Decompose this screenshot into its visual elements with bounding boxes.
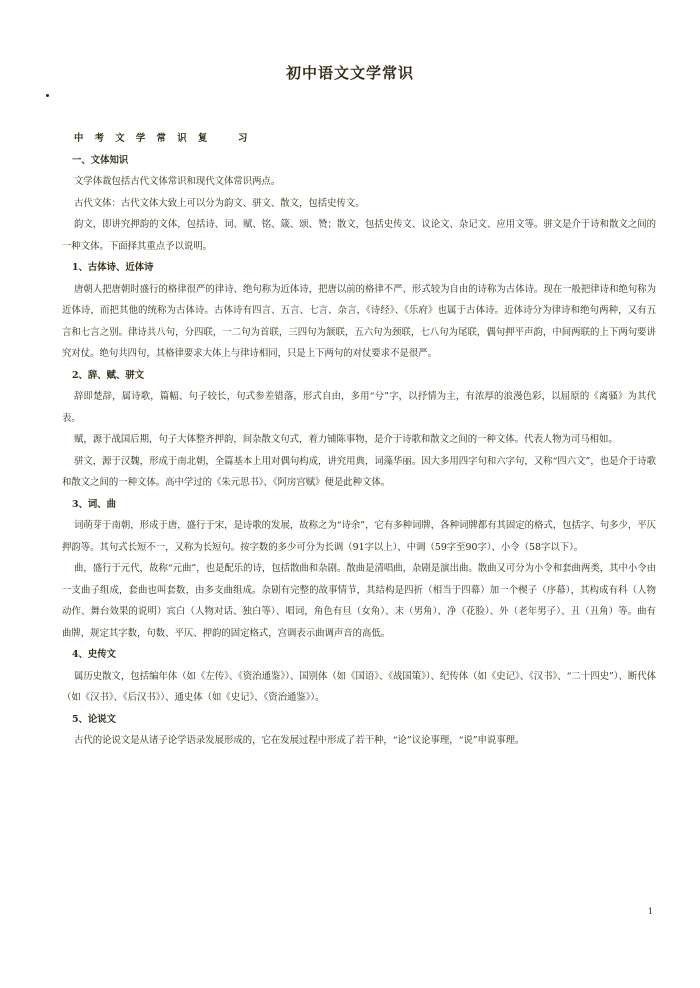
- paragraph: 文学体裁包括古代文体常识和现代文体常识两点。: [74, 176, 281, 187]
- document-body: [62, 128, 656, 752]
- page-number: 1: [648, 907, 654, 916]
- paragraph: 词萌芽于南朝，形成于唐，盛行于宋，是诗歌的发展，故称之为“诗余”，它有多种词牌，各种词牌都有其固定的格式，包括字、句多少，平仄押韵等。其句式长短不一，又称为长短句。按字数的多少可分为长调（91字以上）、中调（59字至90字）、小令（58字以下）。: [62, 520, 656, 553]
- paragraph: 韵文，即讲究押韵的文体，包括诗、词、赋、铭、箴、颂、赞；散文，包括史传文、议论文、杂记文、应用文等。骈文是介于诗和散文之间的一种文体。下面择其重点予以说明。: [62, 219, 656, 252]
- section-heading: 5、论说文: [72, 713, 117, 725]
- bullet-dot: [46, 94, 49, 97]
- page-title: 初中语文文学常识: [285, 64, 414, 82]
- section-heading: 2、辞、赋、骈文: [72, 369, 145, 381]
- section-heading: 1、古体诗、近体诗: [72, 262, 154, 273]
- paragraph: 古代的论说文是从诸子论学语录发展形成的，它在发展过程中形成了若干种，“论”议论事理，“说”申说事理。: [74, 735, 525, 746]
- paragraph: 属历史散文，包括编年体（如《左传》、《资治通鉴》）、国别体（如《国语》、《战国策》）、纪传体（如《史记》、《汉书》、“二十四史”）、断代体（如《汉书》、《后汉书》）、通史体（如《史记》、《资治通鉴》）。: [62, 670, 656, 703]
- paragraph: 骈文，源于汉魏，形成于南北朝，全篇基本上用对偶句构成，讲究用典，词藻华丽。因大多用四字句和六字句，又称“四六文”，也是介于诗歌和散文之间的一种文体。高中学过的《朱元思书》、《阿房宫赋》便是此种文体。: [62, 455, 656, 488]
- section-heading: 一、文体知识: [72, 154, 129, 166]
- section-heading: 4、史传文: [72, 649, 117, 660]
- paragraph: 辞即楚辞，属诗歌，篇幅、句子较长，句式参差错落，形式自由，多用“兮”字，以抒情为主，有浓厚的浪漫色彩，以屈原的《离骚》为其代表。: [62, 391, 656, 424]
- paragraph: 古代文体：古代文体大致上可以分为韵文、骈文、散文，包括史传文。: [74, 197, 365, 209]
- section-subtitle: 中 考 文 学 常 识 复 习: [74, 133, 252, 144]
- paragraph: 赋，源于战国后期，句子大体整齐押韵，间杂散文句式，着力铺陈事物，是介于诗歌和散文之间的一种文体。代表人物为司马相如。: [74, 434, 618, 445]
- paragraph-list: [62, 150, 656, 752]
- section-heading: 3、词、曲: [72, 498, 117, 510]
- paragraph: 曲，盛行于元代，故称“元曲”，也是配乐的诗，包括散曲和杂剧。散曲是清唱曲，杂剧是演出曲。散曲又可分为小令和套曲两类，其中小令由一支曲子组成，套曲也叫套数，由多支曲组成。杂剧有完整的故事情节，其结构是四折（相当于四幕）加一个楔子（序幕），其构成有科（人物动作、舞台效果的说明）宾白（人物对话、独白等）、唱词，角色有旦（女角）、末（男角）、净（花脸）、外（老年男子）、丑（丑角）等。曲有曲牌，规定其字数，句数、平仄、押韵的固定格式，宫调表示曲调声音的高低。: [62, 563, 656, 639]
- paragraph: 唐朝人把唐朝时盛行的格律很严的律诗、绝句称为近体诗，把唐以前的格律不严、形式较为自由的诗称为古体诗。现在一般把律诗和绝句称为近体诗，而把其他的统称为古体诗。古体诗有四言、五言、七言、杂言，《诗经》、《乐府》也属于古体诗。近体诗分为律诗和绝句两种，又有五言和七言之别。律诗共八句，分四联，一二句为首联，三四句为颔联，五六句为颈联，七八句为尾联，偶句押平声韵，中间两联的上下两句要讲究对仗。绝句共四句，其格律要求大体上与律诗相同，只是上下两句的对仗要求不是很严。: [62, 283, 656, 359]
